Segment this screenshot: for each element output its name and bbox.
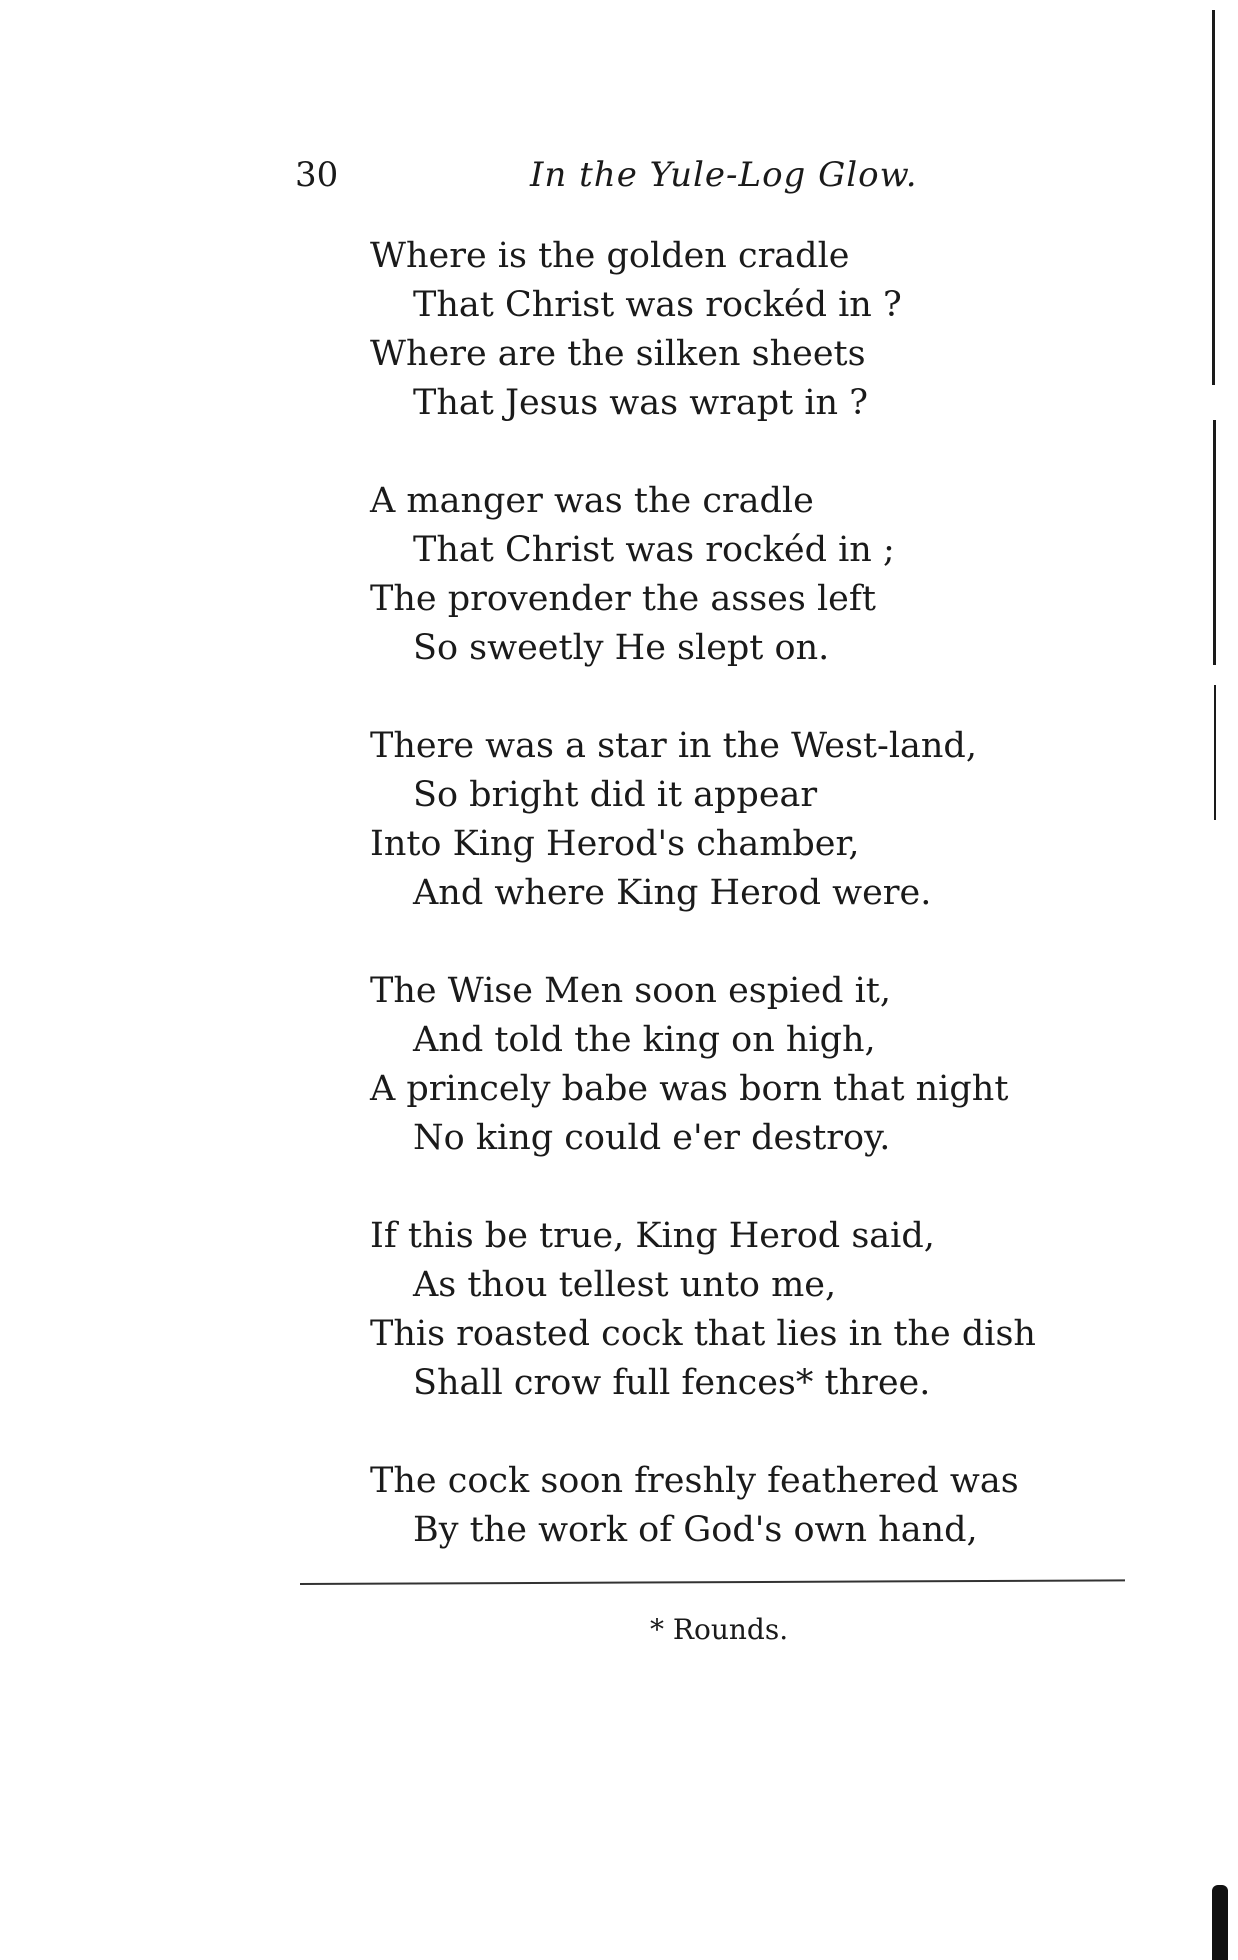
poem-line: That Christ was rockéd in ? xyxy=(413,285,902,325)
poem-line: The Wise Men soon espied it, xyxy=(370,971,891,1011)
poem-line: A manger was the cradle xyxy=(370,481,814,521)
poem-line: Where are the silken sheets xyxy=(370,334,866,374)
stanza xyxy=(370,477,1070,673)
scan-blot xyxy=(1212,1885,1228,1960)
stanza xyxy=(370,1457,1070,1555)
poem-line: And told the king on high, xyxy=(413,1020,876,1060)
stanza xyxy=(370,722,1070,918)
running-head xyxy=(295,150,945,200)
page-number: 30 xyxy=(295,155,339,195)
poem-line: Into King Herod's chamber, xyxy=(370,824,860,864)
gutter-mark xyxy=(1213,420,1216,665)
gutter-mark xyxy=(1212,10,1215,385)
poem xyxy=(370,232,1070,1604)
poem-line: That Jesus was wrapt in ? xyxy=(413,383,868,423)
poem-line: By the work of God's own hand, xyxy=(413,1510,978,1550)
poem-line: The cock soon freshly feathered was xyxy=(370,1461,1019,1501)
poem-line: And where King Herod were. xyxy=(413,873,932,913)
poem-line: This roasted cock that lies in the dish xyxy=(370,1314,1036,1354)
poem-line: If this be true, King Herod said, xyxy=(370,1216,935,1256)
footnote: * Rounds. xyxy=(650,1613,789,1646)
poem-line: So bright did it appear xyxy=(413,775,818,815)
gutter-mark xyxy=(1214,685,1216,820)
poem-line: There was a star in the West-land, xyxy=(370,726,977,766)
poem-line: Shall crow full fences* three. xyxy=(413,1363,931,1403)
running-title: In the Yule-Log Glow. xyxy=(530,155,918,195)
poem-line: Where is the golden cradle xyxy=(370,236,850,276)
stanza xyxy=(370,967,1070,1163)
stanza xyxy=(370,1212,1070,1408)
poem-line: No king could e'er destroy. xyxy=(413,1118,891,1158)
poem-line: The provender the asses left xyxy=(370,579,876,619)
poem-line: So sweetly He slept on. xyxy=(413,628,830,668)
poem-line: As thou tellest unto me, xyxy=(413,1265,837,1305)
poem-line: That Christ was rockéd in ; xyxy=(413,530,895,570)
poem-line: A princely babe was born that night xyxy=(370,1069,1009,1109)
stanza xyxy=(370,232,1070,428)
